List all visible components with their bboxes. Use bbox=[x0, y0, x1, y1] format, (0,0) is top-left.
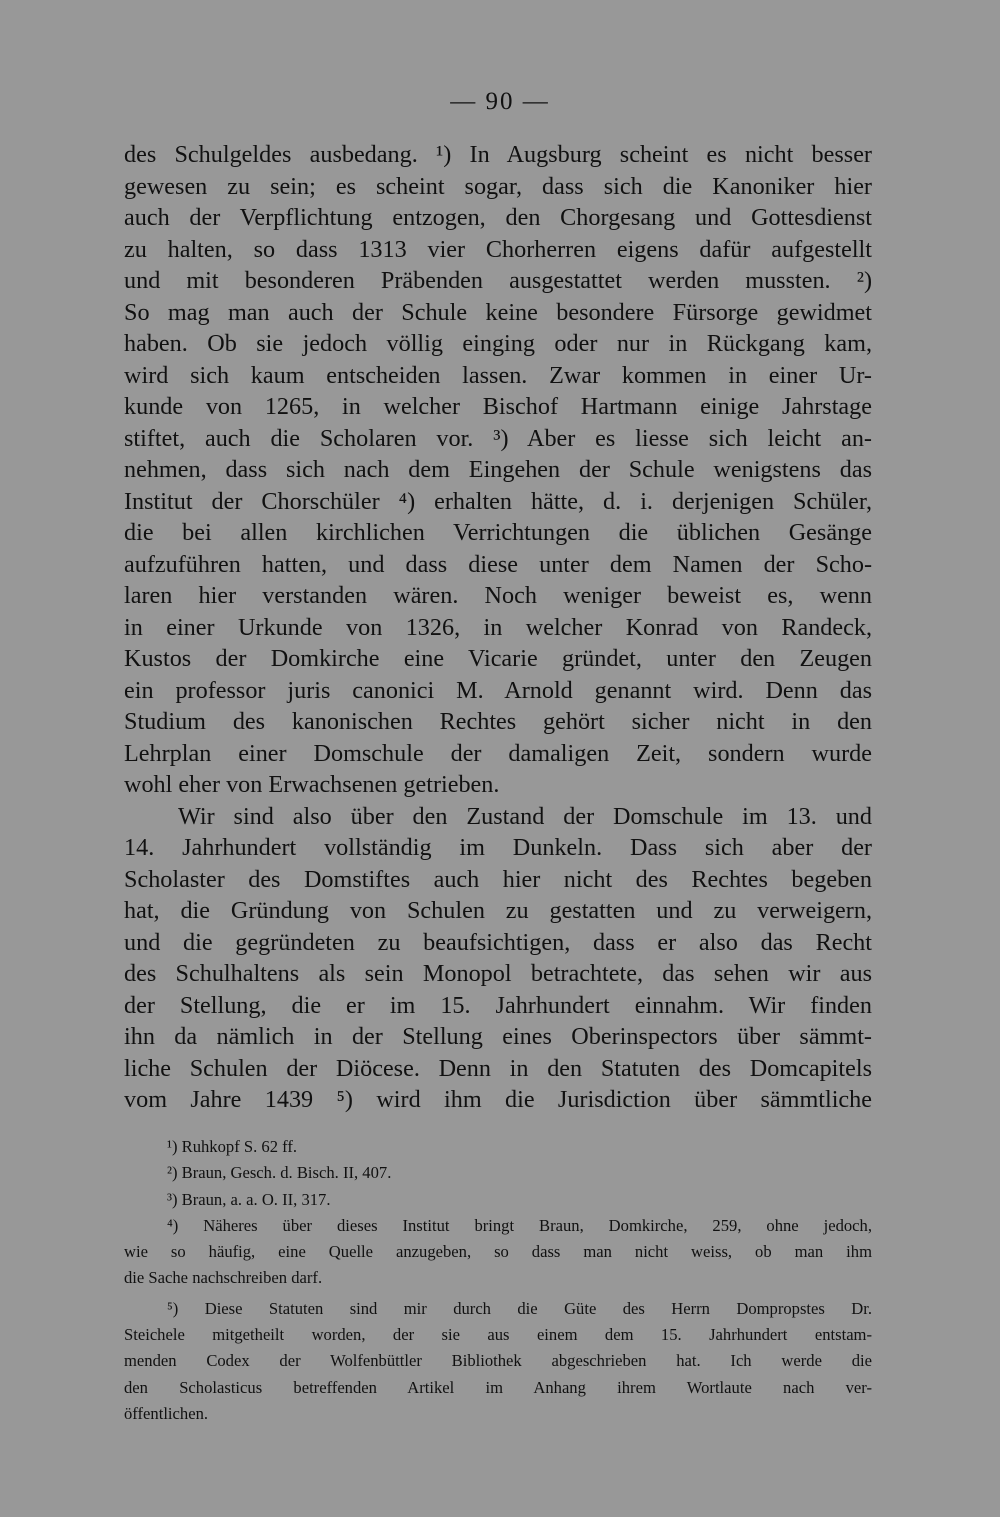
body-line: des Schulhaltens als sein Monopol betrachtete, das sehen wir aus bbox=[124, 960, 872, 987]
footnote-line: den Scholasticus betreffenden Artikel im Anhang ihrem Wortlaute nach ver- bbox=[124, 1377, 872, 1397]
body-line: ihn da nämlich in der Stellung eines Oberinspectors über sämmt- bbox=[124, 1023, 872, 1050]
body-line: Wir sind also über den Zustand der Domschule im 13. und bbox=[178, 802, 872, 830]
body-line: nehmen, dass sich nach dem Eingehen der Schule wenigstens das bbox=[124, 456, 872, 483]
body-line: wird sich kaum entscheiden lassen. Zwar kommen in einer Ur- bbox=[124, 361, 872, 389]
footnote-line: ²) Braun, Gesch. d. Bisch. II, 407. bbox=[167, 1163, 392, 1183]
body-line: und mit besonderen Präbenden ausgestattet werden mussten. ²) bbox=[124, 267, 872, 294]
body-line: der Stellung, die er im 15. Jahrhundert einnahm. Wir finden bbox=[124, 991, 872, 1019]
footnote-line: ⁵) Diese Statuten sind mir durch die Güte des Herrn Dompropstes Dr. bbox=[167, 1298, 872, 1318]
page-number: — 90 — bbox=[450, 88, 550, 115]
footnote-line: ³) Braun, a. a. O. II, 317. bbox=[167, 1189, 331, 1209]
body-line: laren hier verstanden wären. Noch weniger beweist es, wenn bbox=[124, 582, 872, 609]
body-line: 14. Jahrhundert vollständig im Dunkeln. Dass sich aber der bbox=[124, 834, 872, 861]
body-line: Institut der Chorschüler ⁴) erhalten hätte, d. i. derjenigen Schüler, bbox=[124, 487, 872, 515]
body-line: gewesen zu sein; es scheint sogar, dass sich die Kanoniker hier bbox=[124, 172, 872, 200]
footnote-line: wie so häufig, eine Quelle anzugeben, so dass man nicht weiss, ob man ihm bbox=[124, 1242, 872, 1262]
body-line: haben. Ob sie jedoch völlig einging oder nur in Rückgang kam, bbox=[124, 330, 872, 357]
body-line: aufzuführen hatten, und dass diese unter dem Namen der Scho- bbox=[124, 550, 872, 578]
body-line: So mag man auch der Schule keine besondere Fürsorge gewidmet bbox=[124, 298, 872, 326]
body-line: hat, die Gründung von Schulen zu gestatten und zu verweigern, bbox=[124, 897, 872, 924]
footnote-line: menden Codex der Wolfenbüttler Bibliothek abgeschrieben hat. Ich werde die bbox=[124, 1351, 872, 1371]
footnote-line: öffentlichen. bbox=[124, 1403, 209, 1423]
body-line: wohl eher von Erwachsenen getrieben. bbox=[124, 771, 500, 798]
body-line: in einer Urkunde von 1326, in welcher Konrad von Randeck, bbox=[124, 613, 872, 641]
body-line: stiftet, auch die Scholaren vor. ³) Aber es liesse sich leicht an- bbox=[124, 424, 872, 452]
body-line: Lehrplan einer Domschule der damaligen Zeit, sondern wurde bbox=[124, 739, 872, 767]
footnote-line: die Sache nachschreiben darf. bbox=[124, 1268, 323, 1288]
body-line: vom Jahre 1439 ⁵) wird ihm die Jurisdiction über sämmtliche bbox=[124, 1086, 872, 1113]
footnote-line: Steichele mitgetheilt worden, der sie aus einem dem 15. Jahrhundert entstam- bbox=[124, 1325, 872, 1345]
body-line: Studium des kanonischen Rechtes gehört sicher nicht in den bbox=[124, 708, 872, 735]
body-line: auch der Verpflichtung entzogen, den Chorgesang und Gottesdienst bbox=[124, 204, 872, 231]
body-line: kunde von 1265, in welcher Bischof Hartmann einige Jahrstage bbox=[124, 393, 872, 420]
body-line: ein professor juris canonici M. Arnold genannt wird. Denn das bbox=[124, 676, 872, 704]
body-line: des Schulgeldes ausbedang. ¹) In Augsburg scheint es nicht besser bbox=[124, 141, 872, 168]
body-line: Kustos der Domkirche eine Vicarie gründet, unter den Zeugen bbox=[124, 645, 872, 672]
footnote-line: ¹) Ruhkopf S. 62 ff. bbox=[167, 1137, 298, 1156]
body-text bbox=[124, 139, 872, 1116]
footnote-line: ⁴) Näheres über dieses Institut bringt Braun, Domkirche, 259, ohne jedoch, bbox=[167, 1215, 872, 1235]
body-line: liche Schulen der Diöcese. Denn in den Statuten des Domcapitels bbox=[124, 1054, 872, 1082]
body-line: Scholaster des Domstiftes auch hier nicht des Rechtes begeben bbox=[124, 865, 872, 893]
footnotes bbox=[124, 1134, 872, 1427]
body-line: zu halten, so dass 1313 vier Chorherren eigens dafür aufgestellt bbox=[124, 235, 872, 263]
body-line: die bei allen kirchlichen Verrichtungen die üblichen Gesänge bbox=[124, 519, 872, 546]
body-line: und die gegründeten zu beaufsichtigen, dass er also das Recht bbox=[124, 928, 872, 956]
